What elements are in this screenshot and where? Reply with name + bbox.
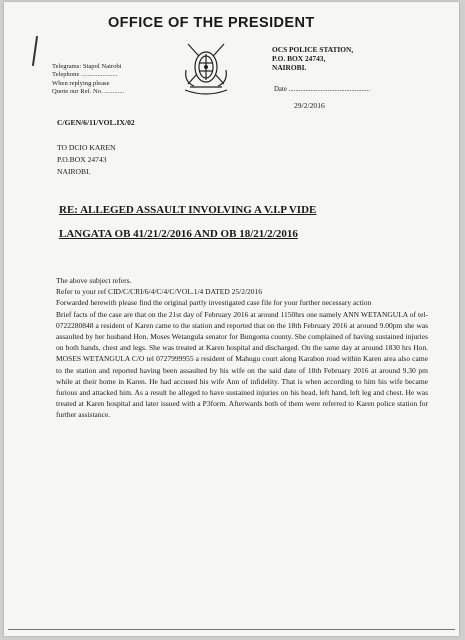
recipient-line: TO DCIO KAREN <box>57 143 116 152</box>
reference-number: C/GEN/6/11/VOL.IX/02 <box>57 118 135 127</box>
station-address <box>272 46 353 72</box>
letter-body <box>56 275 428 421</box>
coat-of-arms-icon <box>180 40 232 100</box>
ref-quote-line: Quote our Ref. No. ............ <box>52 87 125 95</box>
telegram-line: Telegrams: Stapol Nairobi <box>52 63 122 70</box>
scan-mark <box>32 36 38 66</box>
date-label: Date ................................................ <box>274 86 371 93</box>
reply-line: When replying please <box>52 79 110 87</box>
subject-line-2: LANGATA OB 41/21/2/2016 AND OB 18/21/2/2016 <box>59 228 298 240</box>
subject-line-1: RE: ALLEGED ASSAULT INVOLVING A V.I.P VIDE <box>59 204 317 216</box>
recipient-line: NAIROBI. <box>57 167 91 176</box>
body-paragraph: The above subject refers. <box>56 276 132 285</box>
date-value: 29/2/2016 <box>294 101 325 110</box>
body-paragraph: Forwarded herewith please find the original partly investigated case file for your further necessary action <box>56 298 372 308</box>
recipient-line: P.O.BOX 24743 <box>57 155 107 164</box>
station-box: P.O. BOX 24743, <box>272 53 326 63</box>
body-paragraph: Brief facts of the case are that on the 21st day of February 2016 at around 1150hrs one namely ANN WETANGULA of tel-0722280848 a resident of Karen came to the station and reported that on the 18th February 2016 at around 9.00pm she was assaulted by her husband Hon. Moses Wetangula senator for Bungoma county. She complained of having sustained injuries on both hands, chest and legs. She was treated at Karen hospital and discharged. On the same day at around 1830 hrs Hon. MOSES WETANGULA C/O tel 0727999955 a resident of Mahugu court along Karabon road within Karen area also came to the station and reported having been assaulted by his wife on the said date of 18th February 2016 at around 9.30 pm while at their home in Karen. He had accused his wife Ann of infidelity. That is when according to him his wife became furious and attacked him. As a result he alleged to have sustained injuries on his head, left hand, left leg and chest. He was treated at Karen hospital and later issued with a P3form. Afterwards both of them were referred to Karen police station for further assistance. <box>56 309 428 420</box>
station-name: OCS POLICE STATION, <box>272 45 354 54</box>
contact-block <box>52 63 124 96</box>
letter-page <box>4 2 459 636</box>
recipient-address <box>57 142 116 178</box>
body-paragraph: Refer to your ref CID/C/CRI/6/4/C/4/C/VOL.1/4 DATED 25/2/2016 <box>56 287 263 297</box>
page-edge-rule <box>8 629 455 630</box>
telephone-line: Telephone ...................... <box>52 71 118 79</box>
letterhead-title: OFFICE OF THE PRESIDENT <box>108 15 315 31</box>
station-city: NAIROBI. <box>272 62 307 72</box>
subject-heading <box>59 198 316 246</box>
